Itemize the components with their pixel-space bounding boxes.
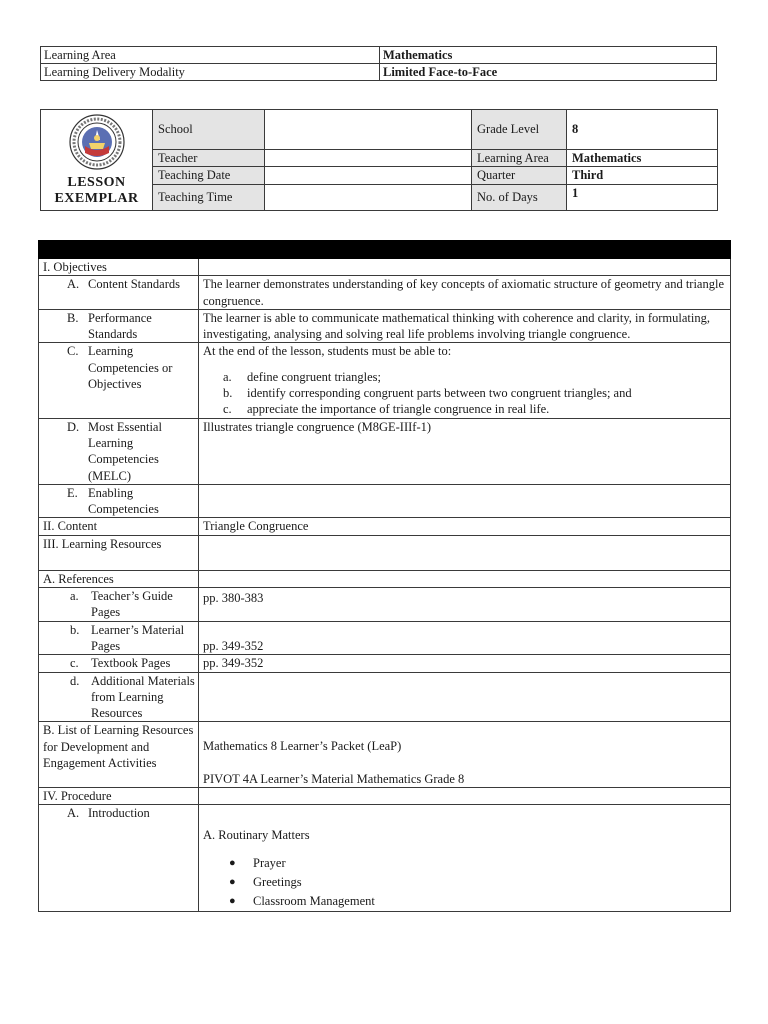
list-item [223, 369, 727, 385]
objectives-row [39, 259, 731, 276]
learning-resources-label: III. Learning Resources [39, 535, 199, 570]
teachers-guide-text: pp. 380-383 [199, 588, 731, 622]
teachers-guide-row [39, 588, 731, 622]
learners-material-label: Learner’s Material Pages [91, 622, 185, 653]
lesson-title-line1: LESSON [67, 174, 126, 190]
list-item [229, 854, 727, 873]
grade-level-value: 8 [567, 110, 718, 150]
performance-standards-label: Performance Standards [88, 310, 152, 342]
teachers-guide-label: Teacher’s Guide Pages [91, 589, 173, 620]
item-mark: b. [223, 386, 233, 401]
teachers-guide-mark: a. [70, 589, 79, 604]
content-row [39, 518, 731, 535]
textbook-row [39, 655, 731, 672]
additional-materials-mark: d. [70, 673, 80, 688]
teacher-label: Teacher [153, 150, 265, 167]
melc-row [39, 418, 731, 484]
list-resources-line1: Mathematics 8 Learner’s Packet (LeaP) [203, 739, 402, 754]
school-label: School [153, 110, 265, 150]
competencies-mark: C. [67, 344, 79, 359]
learning-area-value-2: Mathematics [567, 150, 718, 167]
performance-standards-text: The learner is able to communicate mathematical thinking with coherence and clarity, in formulating, investigating, analysing and solving real life problems involving triangle congruence. [199, 309, 731, 343]
no-of-days-value: 1 [567, 184, 718, 210]
lesson-title-line2: EXEMPLAR [54, 190, 139, 206]
learning-area-value: Mathematics [380, 47, 717, 64]
learning-area-row [41, 47, 717, 64]
melc-label: Most Essential Learning Competencies (MELC) [88, 419, 162, 483]
list-item [223, 385, 727, 401]
introduction-label: Introduction [88, 806, 150, 821]
item-text: identify corresponding congruent parts between two congruent triangles; and [247, 386, 632, 401]
grade-level-label: Grade Level [472, 110, 567, 150]
content-text: Triangle Congruence [199, 518, 731, 535]
bullet-icon: ● [229, 875, 236, 888]
learning-resources-row [39, 535, 731, 570]
competencies-row [39, 343, 731, 418]
content-standards-label: Content Standards [88, 277, 181, 292]
references-row [39, 570, 731, 587]
lesson-plan-table [38, 240, 731, 912]
lesson-exemplar-cell [41, 110, 153, 211]
item-text: Greetings [253, 874, 302, 889]
competencies-label: Learning Competencies or Objectives [88, 344, 173, 392]
deped-seal-logo-icon [68, 113, 126, 171]
objectives-label: I. Objectives [39, 259, 199, 276]
list-item [229, 892, 727, 911]
textbook-mark: c. [70, 656, 79, 671]
quarter-value: Third [567, 167, 718, 184]
list-resources-line2: PIVOT 4A Learner’s Material Mathematics Grade 8 [203, 771, 465, 786]
learning-area-label-2: Learning Area [472, 150, 567, 167]
modality-row [41, 64, 717, 81]
quarter-label: Quarter [472, 167, 567, 184]
introduction-row [39, 805, 731, 911]
item-text: appreciate the importance of triangle congruence in real life. [247, 402, 550, 417]
learning-info-table [40, 46, 717, 81]
competencies-list [203, 369, 727, 418]
melc-mark: D. [67, 419, 80, 434]
bullet-icon: ● [229, 894, 236, 907]
item-text: define congruent triangles; [247, 369, 381, 384]
content-label: II. Content [39, 518, 199, 535]
teaching-date-label: Teaching Date [153, 167, 265, 184]
textbook-label: Textbook Pages [91, 656, 171, 671]
list-item [229, 873, 727, 892]
learners-material-text: pp. 349-352 [199, 621, 731, 655]
school-value [265, 110, 472, 150]
performance-standards-row [39, 309, 731, 343]
additional-materials-row [39, 672, 731, 722]
list-item [223, 401, 727, 417]
modality-label: Learning Delivery Modality [41, 64, 380, 81]
modality-value: Limited Face-to-Face [380, 64, 717, 81]
lesson-exemplar-header [40, 109, 718, 211]
learning-area-label: Learning Area [41, 47, 380, 64]
black-header-bar [39, 241, 731, 259]
content-standards-row [39, 276, 731, 310]
no-of-days-label: No. of Days [472, 184, 567, 210]
teaching-date-value [265, 167, 472, 184]
teaching-time-label: Teaching Time [153, 184, 265, 210]
enabling-mark: E. [67, 485, 78, 500]
list-resources-label: B. List of Learning Resources for Development and Engagement Activities [39, 722, 199, 788]
procedure-label: IV. Procedure [39, 788, 199, 805]
introduction-mark: A. [67, 806, 80, 821]
teacher-value [265, 150, 472, 167]
routinary-list [203, 854, 727, 911]
item-mark: c. [223, 402, 232, 417]
enabling-text [199, 484, 731, 518]
procedure-row [39, 788, 731, 805]
bullet-icon: ● [229, 856, 236, 869]
teaching-time-value [265, 184, 472, 210]
references-label: A. References [39, 570, 199, 587]
additional-materials-text [199, 672, 731, 722]
melc-text: Illustrates triangle congruence (M8GE-IIIf-1) [199, 418, 731, 484]
item-mark: a. [223, 369, 232, 384]
content-standards-text: The learner demonstrates understanding of key concepts of axiomatic structure of geometry and triangle congruence. [199, 276, 731, 310]
additional-materials-label: Additional Materials from Learning Resources [91, 673, 195, 721]
competencies-intro: At the end of the lesson, students must be able to: [203, 344, 452, 359]
textbook-text: pp. 349-352 [199, 655, 731, 672]
learners-material-row [39, 621, 731, 655]
content-standards-mark: A. [67, 277, 80, 292]
list-resources-row [39, 722, 731, 788]
routinary-heading: A. Routinary Matters [203, 828, 310, 843]
performance-standards-mark: B. [67, 310, 79, 325]
item-text: Classroom Management [253, 893, 375, 908]
enabling-label: Enabling Competencies [88, 485, 159, 517]
item-text: Prayer [253, 855, 286, 870]
enabling-row [39, 484, 731, 518]
learners-material-mark: b. [70, 622, 80, 637]
